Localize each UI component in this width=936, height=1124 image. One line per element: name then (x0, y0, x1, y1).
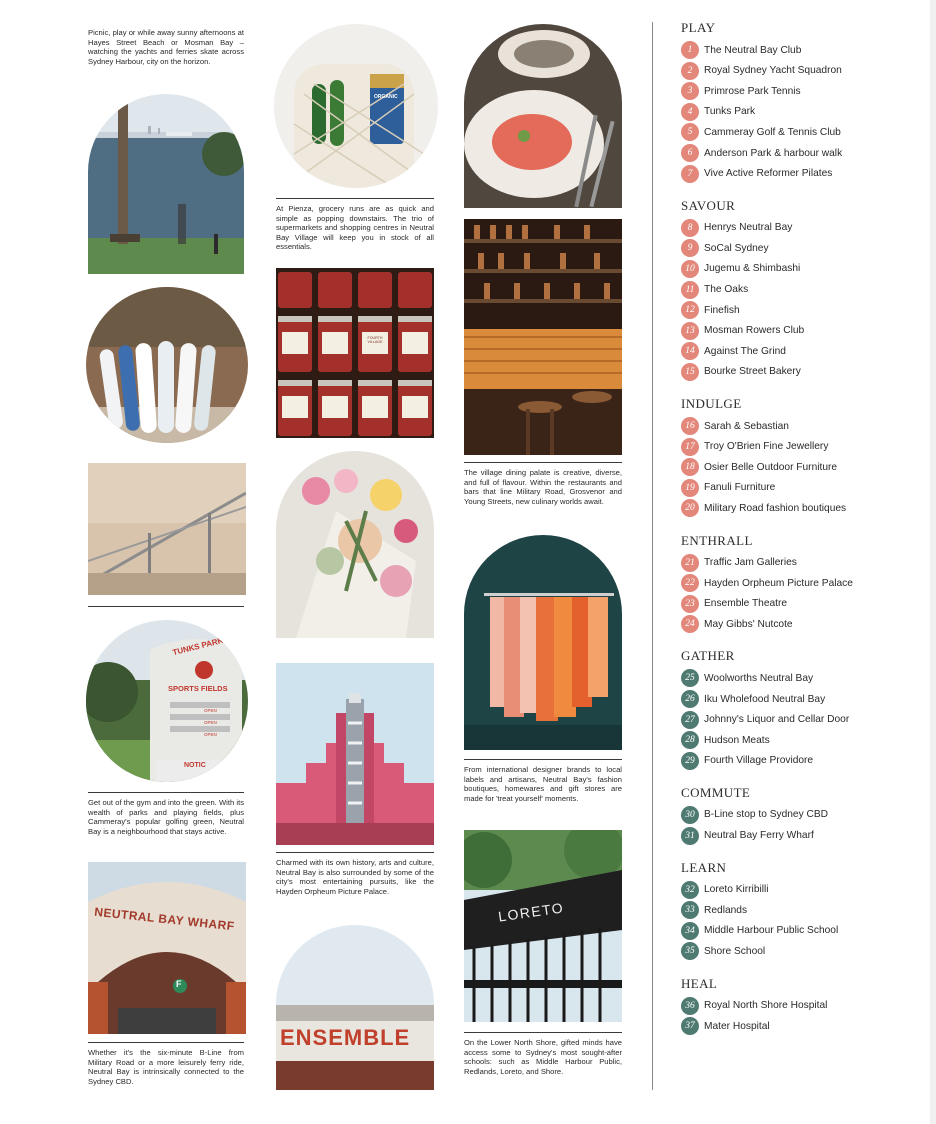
location-list-item (681, 942, 765, 960)
location-number-badge: 29 (681, 752, 699, 770)
location-name: Iku Wholefood Neutral Bay (704, 693, 826, 705)
flowers-photo (276, 451, 434, 638)
location-number-badge: 7 (681, 165, 699, 183)
tin-label-text: ORGANIC (374, 94, 398, 100)
wharf-sign-text: NEUTRAL BAY WHARF (93, 904, 236, 934)
location-name: Hayden Orpheum Picture Palace (704, 577, 853, 589)
location-list-item (681, 881, 769, 899)
kayaks-photo (86, 287, 248, 443)
location-name: Henrys Neutral Bay (704, 222, 793, 234)
location-number-badge: 13 (681, 322, 699, 340)
location-number-badge: 37 (681, 1017, 699, 1035)
caption-charmed: Charmed with its own history, arts and culture, Neutral Bay is also surrounded by some of the city's most entertaining pursuits, like the Hayden Orpheum Picture Palace. (276, 858, 434, 896)
category-heading-savour: SAVOUR (681, 197, 736, 213)
orpheum-photo (276, 663, 434, 845)
open-sign-3: OPEN (204, 732, 217, 737)
location-name: Neutral Bay Ferry Wharf (704, 830, 814, 841)
rule (464, 462, 622, 463)
caption-picnic: Picnic, play or while away sunny afternoons at Hayes Street Beach or Mosman Bay – watching the yachts and ferries skate across Sydney Harbour, city on the horizon. (88, 28, 244, 66)
open-sign-1: OPEN (204, 708, 217, 713)
location-name: B-Line stop to Sydney CBD (704, 809, 829, 821)
location-list-item (681, 239, 769, 257)
location-list-item (681, 123, 841, 141)
bar-photo (464, 219, 622, 455)
location-list-item (681, 417, 789, 435)
caption-bline: Whether it's the six-minute B-Line from Military Road or a more leisurely ferry ride, Neutral Bay is intrinsically connected to the Sydney CBD. (88, 1048, 244, 1086)
location-number-badge: 11 (681, 281, 699, 299)
location-list-item (681, 479, 775, 497)
location-name: Vive Active Reformer Pilates (704, 168, 833, 180)
location-list-item (681, 301, 740, 319)
location-number-badge: 26 (681, 690, 699, 708)
location-number-badge: 18 (681, 458, 699, 476)
location-number-badge: 21 (681, 554, 699, 572)
rule (88, 1042, 244, 1043)
location-list-item (681, 595, 787, 613)
location-list-item (681, 806, 828, 824)
location-number-badge: 34 (681, 922, 699, 940)
location-list-item (681, 342, 786, 360)
location-number-badge: 19 (681, 479, 699, 497)
location-list-item (681, 322, 804, 340)
location-name: Shore School (704, 945, 766, 957)
location-list-item (681, 62, 842, 80)
wharf-ferry-badge: F (176, 979, 182, 989)
location-number-badge: 33 (681, 901, 699, 919)
rule (88, 792, 244, 793)
location-name: Mosman Rowers Club (704, 325, 805, 337)
harbour-photo (88, 94, 244, 274)
location-name: Mater Hospital (704, 1020, 770, 1032)
location-name: The Neutral Bay Club (704, 44, 802, 56)
location-list-item (681, 1017, 770, 1035)
location-list-item (681, 41, 801, 59)
location-name: Middle Harbour Public School (704, 925, 839, 937)
location-number-badge: 23 (681, 595, 699, 613)
location-name: The Oaks (704, 284, 749, 295)
ensemble-theatre-photo (276, 925, 434, 1090)
location-list-item (681, 615, 793, 633)
location-name: Osier Belle Outdoor Furniture (704, 461, 838, 473)
location-number-badge: 28 (681, 731, 699, 749)
location-name: Tunks Park (704, 106, 756, 118)
location-name: Bourke Street Bakery (704, 366, 801, 378)
location-number-badge: 4 (681, 103, 699, 121)
location-list-item (681, 438, 828, 456)
location-list-item (681, 752, 813, 770)
location-list-item (681, 363, 801, 381)
caption-fashion: From international designer brands to local labels and artisans, Neutral Bay's fashion boutiques, homewares and gift stores are made for 'treat yourself' moments. (464, 765, 622, 803)
location-number-badge: 24 (681, 615, 699, 633)
location-number-badge: 6 (681, 144, 699, 162)
location-name: SoCal Sydney (704, 242, 769, 254)
location-list-item (681, 165, 832, 183)
location-list-item (681, 922, 838, 940)
grocery-bag-photo (274, 24, 438, 188)
category-heading-heal: HEAL (681, 975, 718, 991)
location-number-badge: 14 (681, 342, 699, 360)
location-name: Cammeray Golf & Tennis Club (704, 126, 841, 138)
jar-label-text: FOURTH VILLAGE (367, 336, 383, 344)
jars-photo (276, 268, 434, 438)
location-name: Woolworths Neutral Bay (704, 672, 814, 684)
location-name: May Gibbs' Nutcote (704, 618, 793, 630)
open-sign-2: OPEN (204, 720, 217, 725)
location-number-badge: 22 (681, 574, 699, 592)
location-number-badge: 20 (681, 499, 699, 517)
location-list-item (681, 731, 770, 749)
location-list-item (681, 281, 748, 299)
clothing-rack-photo (464, 535, 622, 750)
tunks-park-sign-photo (86, 620, 248, 782)
location-number-badge: 9 (681, 239, 699, 257)
location-list-item (681, 554, 797, 572)
rule (88, 606, 244, 607)
category-heading-gather: GATHER (681, 648, 735, 664)
location-name: Royal North Shore Hospital (704, 1000, 828, 1011)
location-list-item (681, 219, 792, 237)
location-list-item (681, 574, 853, 592)
loreto-sign-text: LORETO (497, 899, 566, 925)
location-number-badge: 17 (681, 438, 699, 456)
caption-dining: The village dining palate is creative, diverse, and full of flavour. Within the restaurants and bars that line Military Road, Grosvenor and Young Streets, new culinary worlds await. (464, 468, 622, 506)
notice-sign-text: NOTIC (184, 762, 206, 769)
location-list-item (681, 499, 846, 517)
location-list-item (681, 669, 813, 687)
location-number-badge: 25 (681, 669, 699, 687)
location-name: Military Road fashion boutiques (704, 502, 847, 514)
caption-pienza: At Pienza, grocery runs are as quick and simple as popping downstairs. The trio of supermarkets and shopping centres in Neutral Bay Village will keep you in stock of all essentials. (276, 204, 434, 252)
sports-fields-sign-text: SPORTS FIELDS (168, 684, 228, 693)
location-number-badge: 35 (681, 942, 699, 960)
caption-schools: On the Lower North Shore, gifted minds have access some to Sydney's most sought-after schools: such as Middle Harbour Public, Redlands, Loreto, and Shore. (464, 1038, 622, 1076)
location-name: Redlands (704, 904, 748, 916)
location-number-badge: 12 (681, 301, 699, 319)
location-list-item (681, 711, 849, 729)
ensemble-sign-text: ENSEMBLE (280, 1025, 411, 1050)
category-heading-enthrall: ENTHRALL (681, 532, 753, 548)
location-name: Sarah & Sebastian (704, 420, 789, 432)
caption-gym: Get out of the gym and into the green. With its wealth of parks and playing fields, plus Cammeray's popular golfing green, Neutral Bay is a neighbourhood that stays active. (88, 798, 244, 836)
location-number-badge: 36 (681, 997, 699, 1015)
location-list-item (681, 997, 827, 1015)
location-name: Ensemble Theatre (704, 598, 788, 610)
location-list-item (681, 144, 842, 162)
column-divider (652, 22, 653, 1090)
location-name: Anderson Park & harbour walk (704, 147, 843, 159)
location-list-item (681, 458, 837, 476)
location-name: Fourth Village Providore (704, 755, 814, 767)
rule (464, 1032, 622, 1033)
location-number-badge: 8 (681, 219, 699, 237)
oysters-dish-photo (464, 24, 622, 208)
page-edge (930, 0, 936, 1124)
location-name: Primrose Park Tennis (704, 85, 801, 97)
rule (276, 852, 434, 853)
location-number-badge: 3 (681, 82, 699, 100)
location-number-badge: 2 (681, 62, 699, 80)
location-name: Loreto Kirribilli (704, 884, 769, 896)
location-number-badge: 15 (681, 363, 699, 381)
location-number-badge: 1 (681, 41, 699, 59)
location-list-item (681, 260, 800, 278)
location-name: Traffic Jam Galleries (704, 557, 797, 568)
location-name: Fanuli Furniture (704, 482, 776, 494)
location-number-badge: 31 (681, 827, 699, 845)
tunks-park-sign-text: TUNKS PARK (171, 635, 225, 658)
category-heading-play: PLAY (681, 20, 716, 35)
location-number-badge: 32 (681, 881, 699, 899)
category-heading-indulge: INDULGE (681, 396, 742, 411)
location-name: Hudson Meats (704, 734, 770, 746)
loreto-gate-photo (464, 830, 622, 1022)
rule (464, 759, 622, 760)
location-number-badge: 5 (681, 123, 699, 141)
location-name: Jugemu & Shimbashi (704, 263, 801, 275)
category-heading-learn: LEARN (681, 859, 727, 875)
neutral-bay-wharf-photo (88, 862, 246, 1034)
location-name: Against The Grind (704, 345, 786, 357)
location-number-badge: 10 (681, 260, 699, 278)
location-list-item (681, 103, 755, 121)
location-name: Finefish (704, 304, 740, 316)
sand-stairs-photo (88, 463, 246, 595)
location-name: Johnny's Liquor and Cellar Door (704, 714, 850, 726)
location-list-item (681, 901, 747, 919)
location-number-badge: 30 (681, 806, 699, 824)
location-list-item (681, 82, 801, 100)
location-list-item (681, 690, 825, 708)
rule (276, 198, 434, 199)
location-number-badge: 27 (681, 711, 699, 729)
location-name: Royal Sydney Yacht Squadron (704, 65, 842, 77)
location-list-item (681, 827, 814, 845)
location-number-badge: 16 (681, 417, 699, 435)
location-name: Troy O'Brien Fine Jewellery (704, 441, 829, 453)
category-heading-commute: COMMUTE (681, 784, 751, 800)
